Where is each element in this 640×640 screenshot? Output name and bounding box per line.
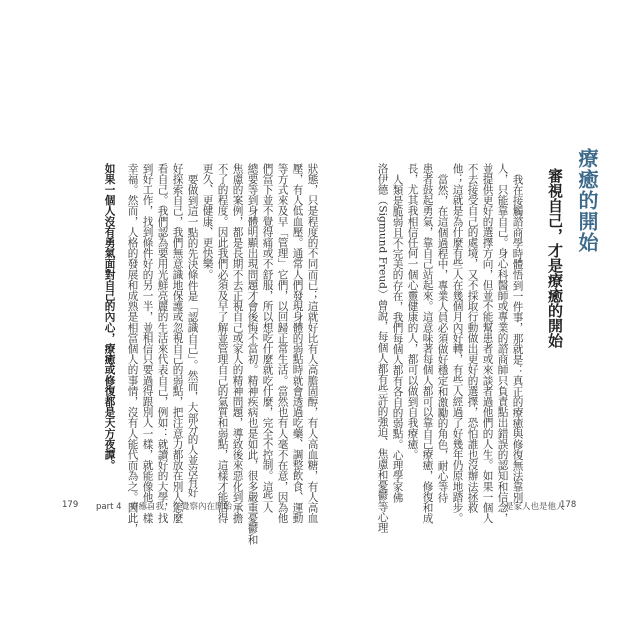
- text-column: 他；這就是為什麼有些人在幾個月內好轉，有些人經過了好幾年仍原地踏步。: [451, 163, 464, 524]
- text-column: 到好工作，找到條件好的另一半，並相信只要過得跟別人一樣，就能像他一樣: [141, 163, 154, 524]
- text-column: 更久、更健康、更快樂。: [201, 163, 214, 280]
- text-column: 看自己。我們認為要用光鮮亮麗的生活來代表自己，例如：就讀好的大學，找: [156, 163, 169, 524]
- text-column: 好探索自己，我們無意識地保護或忽視自己的弱點，把注意力都放在別人怎麼: [171, 163, 184, 524]
- left-running-title: part 4 療癒自我，從覺察內在開始: [96, 502, 233, 512]
- text-column: 要做到這一點的先決條件是「認識自己」。然而，大部分的人並沒有好: [186, 174, 199, 498]
- text-column: 人類是脆弱且不完美的存在，我們每個人都有各自的弱點。心理學家佛: [391, 174, 404, 503]
- section-title: 療癒的開始: [575, 148, 599, 253]
- text-column: 壓，有人低血壓。通常人們發現身體的弱點時就會透過吃藥、調整飲食、運動: [291, 163, 304, 524]
- text-column: 當然，在這個過程中，專業人員必須做好穩定和激勵的角色，耐心等待: [436, 174, 449, 503]
- text-column: 狀態，只是程度的不同而已；這就好比有人高膽固醇，有人高血糖，有人高血: [306, 163, 319, 524]
- text-column: 們當下並不覺得痛或不舒服，所以想吃什麼就吃什麼，完全不控制。這些人: [261, 163, 274, 513]
- right-running-title: 是家人也是他人: [505, 502, 565, 512]
- text-column: 焦慮的案例，都是長期不去正視自己或家人的精神問題，導致後來惡化到承擔: [231, 163, 244, 524]
- text-column: 幸福。然而，人格的發展和成熟是相當個人的事情，沒有人能代而為之。因此，: [126, 163, 139, 534]
- text-column: 患者鼓起勇氣，靠自己站起來。這意味著每個人都可以靠自己療癒，修復和成: [421, 163, 434, 524]
- text-column: 不去接受自己的處境，又不採取行動做出更好的選擇，恐怕誰也沒辦法拯救: [466, 163, 479, 513]
- text-column: 不了的程度。因此我們必須及早了解並管理自己的氣質和弱點，這樣才能活得: [216, 163, 229, 524]
- text-column: 我在接觸諮商學時體悟到一件事，那就是：真正的療癒與修復無法靠別: [511, 174, 524, 503]
- text-column: 等方式來及早「管理」它們，以回歸正常生活。當然也有人毫不在意，因為他: [276, 163, 289, 524]
- subtitle: 審視自己，才是療癒的開始: [546, 168, 564, 348]
- left-page-number: 179: [62, 500, 79, 510]
- text-column: 長，尤其我相信任何一個心靈健康的人，都可以做到自我療癒。: [406, 163, 419, 460]
- text-column: 人，只能靠自己。身心科醫師或專業的諮商師只負責點出錯誤的認知和信念，: [496, 163, 509, 524]
- text-column: 並提供更好的選擇方向，但並不能幫患者或來談者過他們的人生。如果一個人: [481, 163, 494, 524]
- right-page-number: 178: [560, 500, 577, 510]
- text-column: 總要等到身體明顯出現問題才會後悔不當初。精神疾病也是如此，很多嚴重憂鬱和: [246, 163, 259, 545]
- text-column: 洛伊德（Sigmund Freud）曾說，每個人都有些許的強迫、焦慮和憂鬱等心理: [376, 163, 389, 533]
- conclusion-bold-column: 如果一個人沒有勇氣面對自己的內心，療癒或修復都是天方夜譚。: [103, 163, 116, 471]
